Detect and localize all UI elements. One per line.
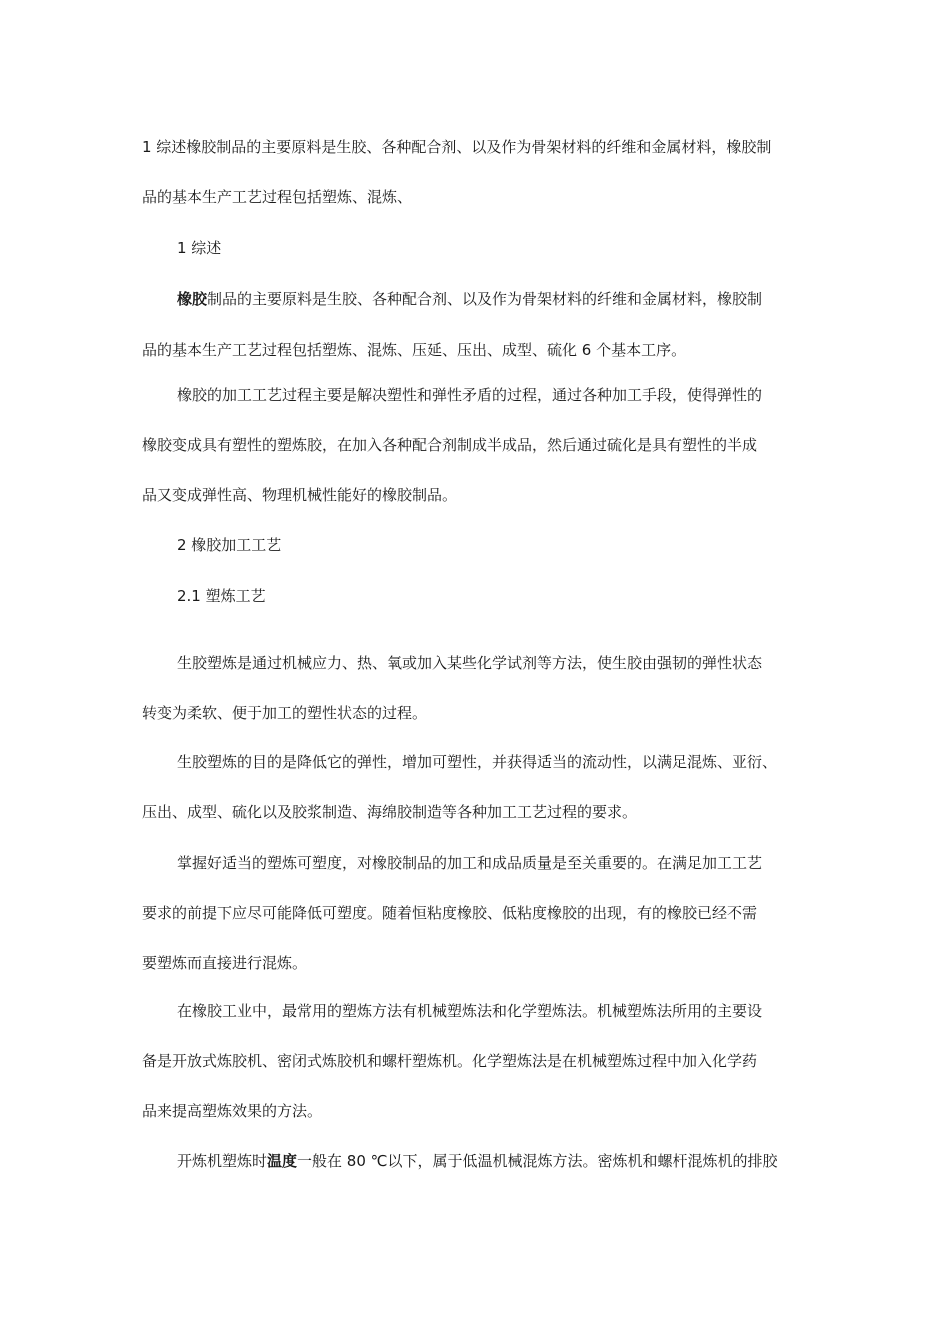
paragraph-2-line-1: 橡胶的加工工艺过程主要是解决塑性和弹性矛盾的过程，通过各种加工手段，使得弹性的 [177, 386, 763, 404]
intro-line-2: 品的基本生产工艺过程包括塑炼、混炼、 [142, 188, 413, 206]
paragraph-5-line-1: 掌握好适当的塑炼可塑度，对橡胶制品的加工和成品质量是至关重要的。在满足加工工艺 [177, 854, 763, 872]
paragraph-6-line-2: 备是开放式炼胶机、密闭式炼胶机和螺杆塑炼机。化学塑炼法是在机械塑炼过程中加入化学药 [142, 1052, 758, 1070]
paragraph-7-text-a: 开炼机塑炼时 [177, 1152, 268, 1170]
bold-keyword-rubber: 橡胶 [177, 290, 208, 308]
section-1-heading: 1 综述 [177, 239, 222, 257]
paragraph-1-line-2: 品的基本生产工艺过程包括塑炼、混炼、压延、压出、成型、硫化 6 个基本工序。 [142, 341, 687, 359]
section-2-heading: 2 橡胶加工工艺 [177, 536, 282, 554]
section-2-1-heading: 2.1 塑炼工艺 [177, 587, 266, 605]
paragraph-1-line-1 [177, 288, 857, 310]
paragraph-3-line-2: 转变为柔软、便于加工的塑性状态的过程。 [142, 704, 428, 722]
paragraph-3-line-1: 生胶塑炼是通过机械应力、热、氧或加入某些化学试剂等方法，使生胶由强韧的弹性状态 [177, 654, 763, 672]
paragraph-6-line-3: 品来提高塑炼效果的方法。 [142, 1102, 323, 1120]
paragraph-7-text-b: 一般在 80 ℃以下，属于低温机械混炼方法。密炼机和螺杆混炼机的排胶 [297, 1152, 778, 1170]
paragraph-5-line-2: 要求的前提下应尽可能降低可塑度。随着恒粘度橡胶、低粘度橡胶的出现，有的橡胶已经不需 [142, 904, 758, 922]
paragraph-4-line-2: 压出、成型、硫化以及胶浆制造、海绵胶制造等各种加工工艺过程的要求。 [142, 803, 638, 821]
paragraph-2-line-2: 橡胶变成具有塑性的塑炼胶，在加入各种配合剂制成半成品，然后通过硫化是具有塑性的半成 [142, 436, 758, 454]
paragraph-7-line-1 [177, 1150, 857, 1172]
intro-line-1: 1 综述橡胶制品的主要原料是生胶、各种配合剂、以及作为骨架材料的纤维和金属材料，橡胶制 [142, 138, 772, 156]
paragraph-6-line-1: 在橡胶工业中，最常用的塑炼方法有机械塑炼法和化学塑炼法。机械塑炼法所用的主要设 [177, 1002, 763, 1020]
paragraph-2-line-3: 品又变成弹性高、物理机械性能好的橡胶制品。 [142, 486, 458, 504]
bold-keyword-temperature: 温度 [267, 1152, 298, 1170]
paragraph-1-line-1-text: 制品的主要原料是生胶、各种配合剂、以及作为骨架材料的纤维和金属材料，橡胶制 [207, 290, 763, 308]
paragraph-5-line-3: 要塑炼而直接进行混炼。 [142, 954, 308, 972]
paragraph-4-line-1: 生胶塑炼的目的是降低它的弹性，增加可塑性，并获得适当的流动性，以满足混炼、亚衍、 [177, 753, 778, 771]
